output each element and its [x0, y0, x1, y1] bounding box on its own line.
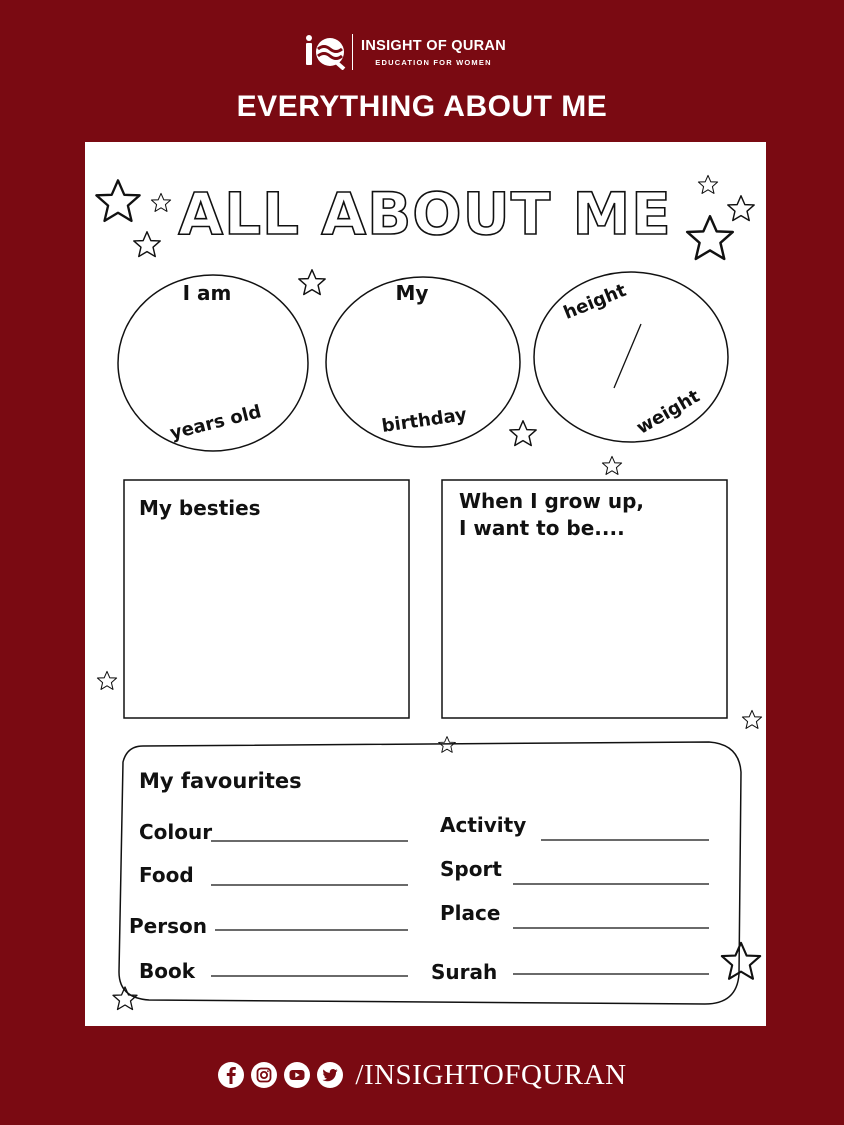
grow-up-box	[442, 480, 727, 718]
iq-logo-icon	[302, 34, 346, 70]
star-icon	[698, 175, 717, 193]
twitter-icon[interactable]	[316, 1061, 344, 1089]
footer	[0, 1055, 844, 1095]
besties-label: My besties	[139, 496, 261, 520]
grow-up-label-2: I want to be....	[459, 516, 625, 540]
besties-box	[124, 480, 409, 718]
weight-label: weight	[632, 385, 704, 439]
brand-tagline: EDUCATION FOR WOMEN	[375, 57, 492, 67]
birthday-label-top: My	[395, 281, 429, 305]
header	[0, 0, 844, 140]
fav-right-label: Activity	[440, 813, 527, 837]
fav-right-label: Surah	[431, 960, 498, 984]
slash-divider	[614, 324, 641, 388]
fav-left-label: Person	[129, 914, 207, 938]
fav-left-label: Food	[139, 863, 194, 887]
logo-divider	[352, 34, 353, 70]
star-icon	[728, 196, 754, 221]
height-weight-circle	[534, 272, 728, 442]
star-icon	[510, 421, 536, 446]
height-label: height	[560, 279, 630, 324]
fav-left-label: Book	[139, 959, 196, 983]
worksheet	[85, 142, 766, 1026]
youtube-icon[interactable]	[283, 1061, 311, 1089]
star-icon	[722, 943, 760, 979]
star-icon	[134, 232, 160, 257]
star-icon	[96, 180, 139, 221]
birthday-label-bottom: birthday	[380, 404, 469, 437]
star-icon	[687, 216, 733, 259]
fav-left-label: Colour	[139, 820, 213, 844]
favourites-heading: My favourites	[139, 769, 302, 793]
fav-right-label: Sport	[440, 857, 502, 881]
star-icon	[299, 270, 325, 295]
star-icon	[742, 710, 761, 728]
age-circle	[118, 275, 308, 451]
age-label-top: I am	[182, 281, 232, 305]
birthday-circle	[326, 277, 520, 447]
grow-up-label-1: When I grow up,	[459, 489, 644, 513]
brand-name: INSIGHT OF QURAN	[361, 37, 506, 54]
star-icon	[97, 671, 116, 689]
social-handle[interactable]: /INSIGHTOFQURAN	[355, 1058, 627, 1091]
star-icon	[151, 193, 170, 211]
favourites-box	[119, 742, 741, 1004]
brand-logo	[302, 34, 506, 70]
worksheet-title: ALL ABOUT ME	[178, 180, 672, 248]
age-label-bottom: years old	[167, 401, 264, 445]
worksheet-drawing	[85, 142, 766, 1026]
star-icon	[602, 456, 621, 474]
fav-right-label: Place	[440, 901, 501, 925]
instagram-icon[interactable]	[250, 1061, 278, 1089]
facebook-icon[interactable]	[217, 1061, 245, 1089]
page-title: EVERYTHING ABOUT ME	[236, 90, 608, 123]
